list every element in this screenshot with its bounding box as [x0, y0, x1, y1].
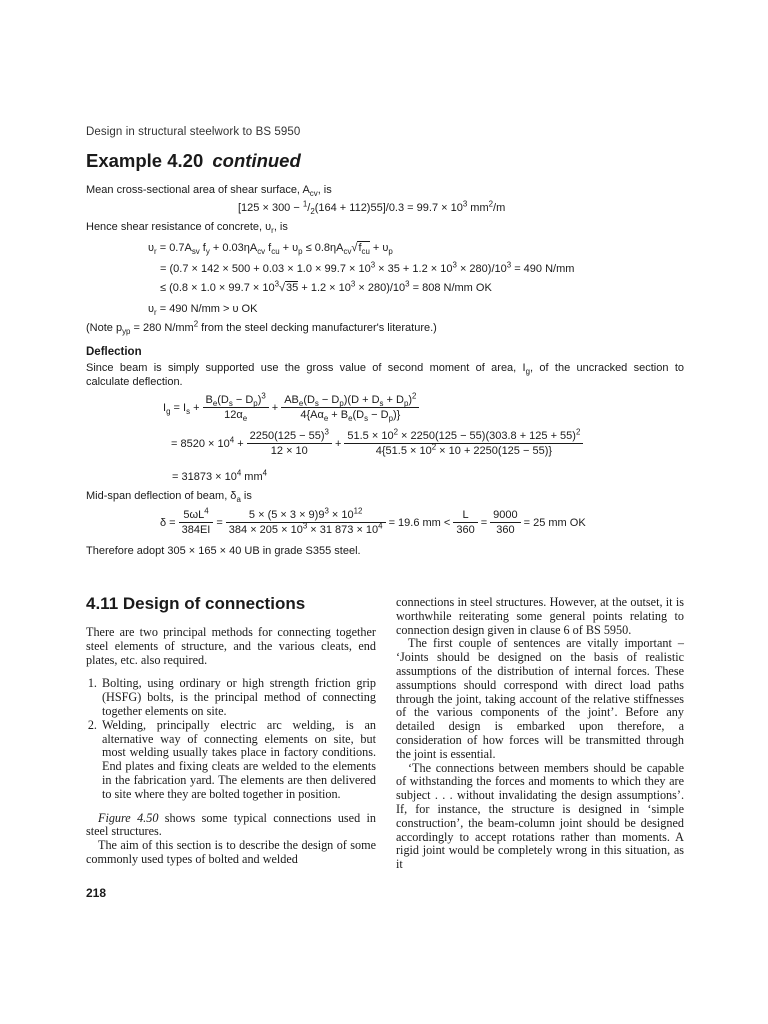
delta-fraction-2-den: $384 \times 205 \times 10^3 \times 31$ $873 \times 10^4$ — [228, 521, 383, 536]
ig2-fraction-1-num: $2250(125 - 55)^3$ — [247, 430, 332, 444]
ig2-fraction-1-den: 12 × 10 — [270, 445, 308, 457]
example-number: Example 4.20 — [86, 150, 204, 171]
delta-fraction-1-num: $5\omega L^4$ — [179, 509, 214, 523]
deflection-heading: Deflection — [86, 346, 142, 358]
left-column — [86, 626, 376, 867]
ig-equation-2 — [168, 427, 583, 457]
delta-fraction-2-num: $5 \times (5 \times 3 \times 9)9^3 \times 10^{12}$ — [226, 509, 386, 523]
ig2-fraction-2-num: $51.5 \times 10^2 \times 2250(125 - 55)(303.8 + 125 + 55)^2$ — [344, 430, 583, 444]
decking-note: (Note $p_{yp} = 280$ $N/mm^2$ from the steel decking manufacturer's literature.) — [86, 319, 437, 337]
section-title: 4.11 Design of connections — [86, 594, 306, 613]
delta-fraction-3-den: 360 — [456, 524, 475, 536]
delta-eq-1: = — [216, 516, 223, 529]
right-column — [396, 596, 684, 872]
deflection-text-1: Since beam is simply supported use the gross value of second moment of area, $I_g$, of the uncracked section to — [86, 362, 684, 377]
ig2-fraction-2-den: $4\{51.5 \times 10^2 \times 10 + 2250(125 - 55)\}$ — [375, 442, 553, 457]
aim-paragraph: The aim of this section is to describe the design of some commonly used types of bolted and welded — [86, 838, 376, 866]
ig-fraction-2 — [281, 391, 419, 424]
delta-fraction-1 — [179, 506, 214, 536]
ig2-fraction-1 — [247, 427, 332, 457]
ig-fraction-1 — [203, 391, 269, 424]
example-title — [86, 150, 301, 172]
delta-result: = 19.6 mm < — [388, 516, 451, 529]
mean-area-label: Mean cross-sectional area of shear surface, $A_{cv}$, is — [86, 184, 332, 199]
example-continued: continued — [212, 150, 301, 171]
shear-label: Hence shear resistance of concrete, $\upsilon_r$, is — [86, 221, 288, 236]
ig-equation-3: = $31873 \times 10^4$ $mm^4$ — [172, 468, 268, 483]
ig-fraction-2-den: $4\{A\alpha_e + B_e(D_s - D_p)\}$ — [300, 409, 401, 424]
delta-fraction-4-den: 360 — [496, 524, 515, 536]
ig-fraction-1-den: $12\alpha_e$ — [224, 409, 248, 424]
ig-fraction-2-num: $AB_e(D_s - D_p)(D + D_s + D_p)^2$ — [281, 394, 419, 408]
right-paragraph-2: The first couple of sentences are vitally important – ‘Joints should be designed on the basis of realistic assumptions of the distribution of internal forces. These assumptions should correspond with direct load paths through the joint, taking account of the relative stiffnesses of the various components of the joint’. Before any detailed design is embarked upon therefore, a consideration of how forces will be transmitted through the joint is essential. — [396, 636, 684, 761]
ig2-lhs: = $8520 \times 10^4$ + — [171, 434, 244, 450]
figure-text: shows some typical connections used in steel structures. — [86, 810, 377, 839]
deflection-text-2: calculate deflection. — [86, 376, 183, 388]
delta-eq-2: = — [480, 516, 488, 529]
right-paragraph-1: connections in steel structures. However, at the outset, it is worthwhile reiterating some general points relating to connection design given in clause 6 of BS 5950. — [396, 595, 684, 637]
ig-lhs: $I_g = I_s$ + — [163, 401, 200, 416]
delta-fraction-4 — [490, 509, 520, 536]
delta-lhs: δ = — [160, 516, 176, 529]
figure-paragraph — [86, 812, 376, 840]
right-paragraph-3: ‘The connections between members should be capable of withstanding the forces and moments to which they are subject . . . without invalidating the design assumptions’. If, for instance, the structure is designed in ‘simple construction’, the beam-column joint should be designed accordingly to accept rotations rather than moments. A rigid joint would be completely wrong in this situation, as it — [396, 760, 684, 872]
delta-fraction-2 — [226, 506, 386, 536]
shear-equation-4: $\upsilon_r = 490$ N/mm > υ OK — [148, 303, 258, 318]
delta-fraction-4-num: 9000 — [490, 509, 520, 523]
intro-paragraph: There are two principal methods for connecting together steel elements of structure, and the various cleats, end plates, etc. also required. — [86, 625, 376, 667]
ig2-fraction-2 — [344, 427, 583, 457]
ig2-plus: + — [334, 437, 342, 450]
delta-end: = 25 mm OK — [523, 516, 586, 529]
shear-equation-3: ≤ $(0.8 \times 1.0 \times 99.7 \times 10^3√35 + 1.2 \times 10^3 \times 280)/10^3 = 808$ N/mm OK — [160, 279, 492, 294]
methods-list — [86, 677, 376, 801]
page-number: 218 — [86, 886, 107, 900]
midspan-label: Mid-span deflection of beam, $\delta_a$ is — [86, 490, 252, 505]
ig-plus: + — [271, 401, 279, 414]
shear-equation-1: $\upsilon_r = 0.7A_{sv}$ $f_y + 0.03\eta A_{cv}$ $f_{cu} + \upsilon_p \le 0.8\eta A_{cv}√f_{cu} + \upsilon_p$ — [148, 242, 393, 257]
delta-fraction-3-num: L — [453, 509, 477, 523]
ig-fraction-1-num: $B_e(D_s - D_p)^3$ — [203, 394, 269, 408]
figure-reference: Figure 4.50 — [98, 810, 159, 825]
ig-equation-1 — [160, 391, 419, 424]
delta-fraction-1-den: 384EI — [181, 524, 211, 536]
list-item: 1. Bolting, using ordinary or high strength friction grip (HSFG) bolts, is the principal method of connecting together elements on site. — [100, 677, 376, 718]
list-item: 2. Welding, principally electric arc welding, is an alternative way of connecting elements on site, but most welding usually takes place in factory conditions. End plates and fixing cleats are welded to the elements in the fabrication yard. The elements are then delivered to site where they are bolted together in position. — [100, 719, 376, 802]
mean-area-equation: $[125 \times 300 - ^1/_2(164 + 112)55]/0.3 = 99.7 \times 10^3$ $mm^2/m$ — [238, 199, 506, 217]
running-head: Design in structural steelwork to BS 5950 — [86, 126, 301, 138]
adopt-text: Therefore adopt 305 × 165 × 40 UB in grade S355 steel. — [86, 545, 361, 557]
deflection-equation — [157, 506, 589, 536]
shear-equation-2: = $(0.7 \times 142 \times 500 + 0.03 \times 1.0 \times 99.7 \times 10^3 \times 35 + 1.2 \times 10^3 \times 280)/10^3 = 490$ N/mm — [160, 260, 575, 275]
delta-fraction-3 — [453, 509, 477, 536]
